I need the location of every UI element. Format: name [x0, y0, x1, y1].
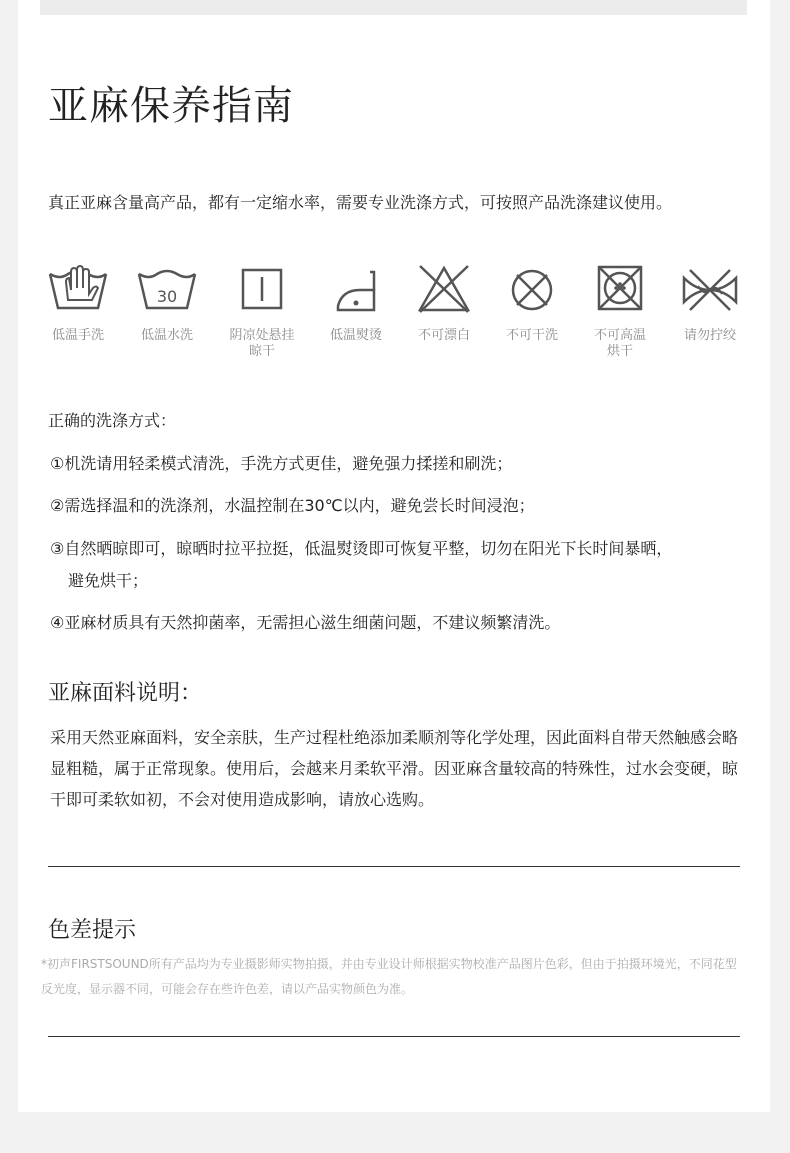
- wash-temperature: 30: [156, 287, 178, 306]
- care-item-wash-30: [125, 260, 209, 344]
- no-tumble-dry-icon: [588, 260, 652, 316]
- machine-wash-30-icon: [135, 260, 199, 316]
- washing-rule-1: ①机洗请用轻柔模式清洗，手洗方式更佳，避免强力揉搓和刷洗；: [50, 454, 513, 473]
- top-bar: [40, 0, 747, 15]
- washing-rule-2: ②需选择温和的洗涤剂，水温控制在30℃以内，避免尝长时间浸泡；: [50, 496, 535, 515]
- care-label: 请勿拧绞: [683, 328, 736, 343]
- line-dry-shade-icon: [230, 260, 294, 316]
- iron-low-icon: [324, 260, 388, 316]
- care-label: 不可漂白: [417, 328, 470, 343]
- divider: [48, 1036, 740, 1037]
- care-item-no-dry-clean: [490, 260, 574, 344]
- care-item-no-bleach: [402, 260, 486, 344]
- care-icons-row: [36, 260, 756, 380]
- care-label: 阴凉处悬挂 晾干: [229, 328, 295, 359]
- no-dry-clean-icon: [500, 260, 564, 316]
- washing-rule-3: ③自然晒晾即可，晾晒时拉平拉挺，低温熨烫即可恢复平整，切勿在阳光下长时间暴晒，: [50, 539, 673, 558]
- care-item-no-tumble-dry: [578, 260, 662, 360]
- no-bleach-icon: [412, 260, 476, 316]
- color-heading: 色差提示: [48, 918, 137, 943]
- care-item-line-dry: [220, 260, 304, 360]
- color-note: *初声FIRSTSOUND所有产品均为专业摄影师实物拍摄，并由专业设计师根据实物校准产品图片色彩，但由于拍摄环境光，不同花型反光度，显示器不同，可能会存在些许色差，请以产品实物颜色为准。: [41, 957, 737, 996]
- washing-rule-4: ④亚麻材质具有天然抑菌率，无需担心滋生细菌问题，不建议频繁清洗。: [50, 613, 561, 632]
- care-item-iron: [314, 260, 398, 344]
- care-label: 不可高温 烘干: [593, 328, 646, 359]
- intro-text: 真正亚麻含量高产品，都有一定缩水率，需要专业洗涤方式，可按照产品洗涤建议使用。: [48, 193, 673, 212]
- washing-rule-3-cont: 避免烘干；: [68, 571, 149, 590]
- care-label: 低温手洗: [51, 328, 104, 343]
- fabric-text: 采用天然亚麻面料，安全亲肤，生产过程杜绝添加柔顺剂等化学处理，因此面料自带天然触感会略显粗糙，属于正常现象。使用后，会越来月柔软平滑。因亚麻含量较高的特殊性，过水会变硬，晾干即可柔软如初，不会对使用造成影响，请放心选购。: [50, 728, 739, 809]
- no-wring-icon: [678, 260, 742, 316]
- care-item-hand-wash: [36, 260, 120, 344]
- washing-heading: 正确的洗涤方式：: [48, 411, 177, 430]
- care-label: 低温熨烫: [329, 328, 382, 343]
- care-item-no-wring: [668, 260, 752, 344]
- page-title: 亚麻保养指南: [48, 83, 294, 129]
- care-label: 低温水洗: [140, 328, 193, 343]
- divider: [48, 866, 740, 867]
- fabric-heading: 亚麻面料说明：: [48, 681, 203, 706]
- hand-wash-icon: [46, 260, 110, 316]
- care-label: 不可干洗: [505, 328, 558, 343]
